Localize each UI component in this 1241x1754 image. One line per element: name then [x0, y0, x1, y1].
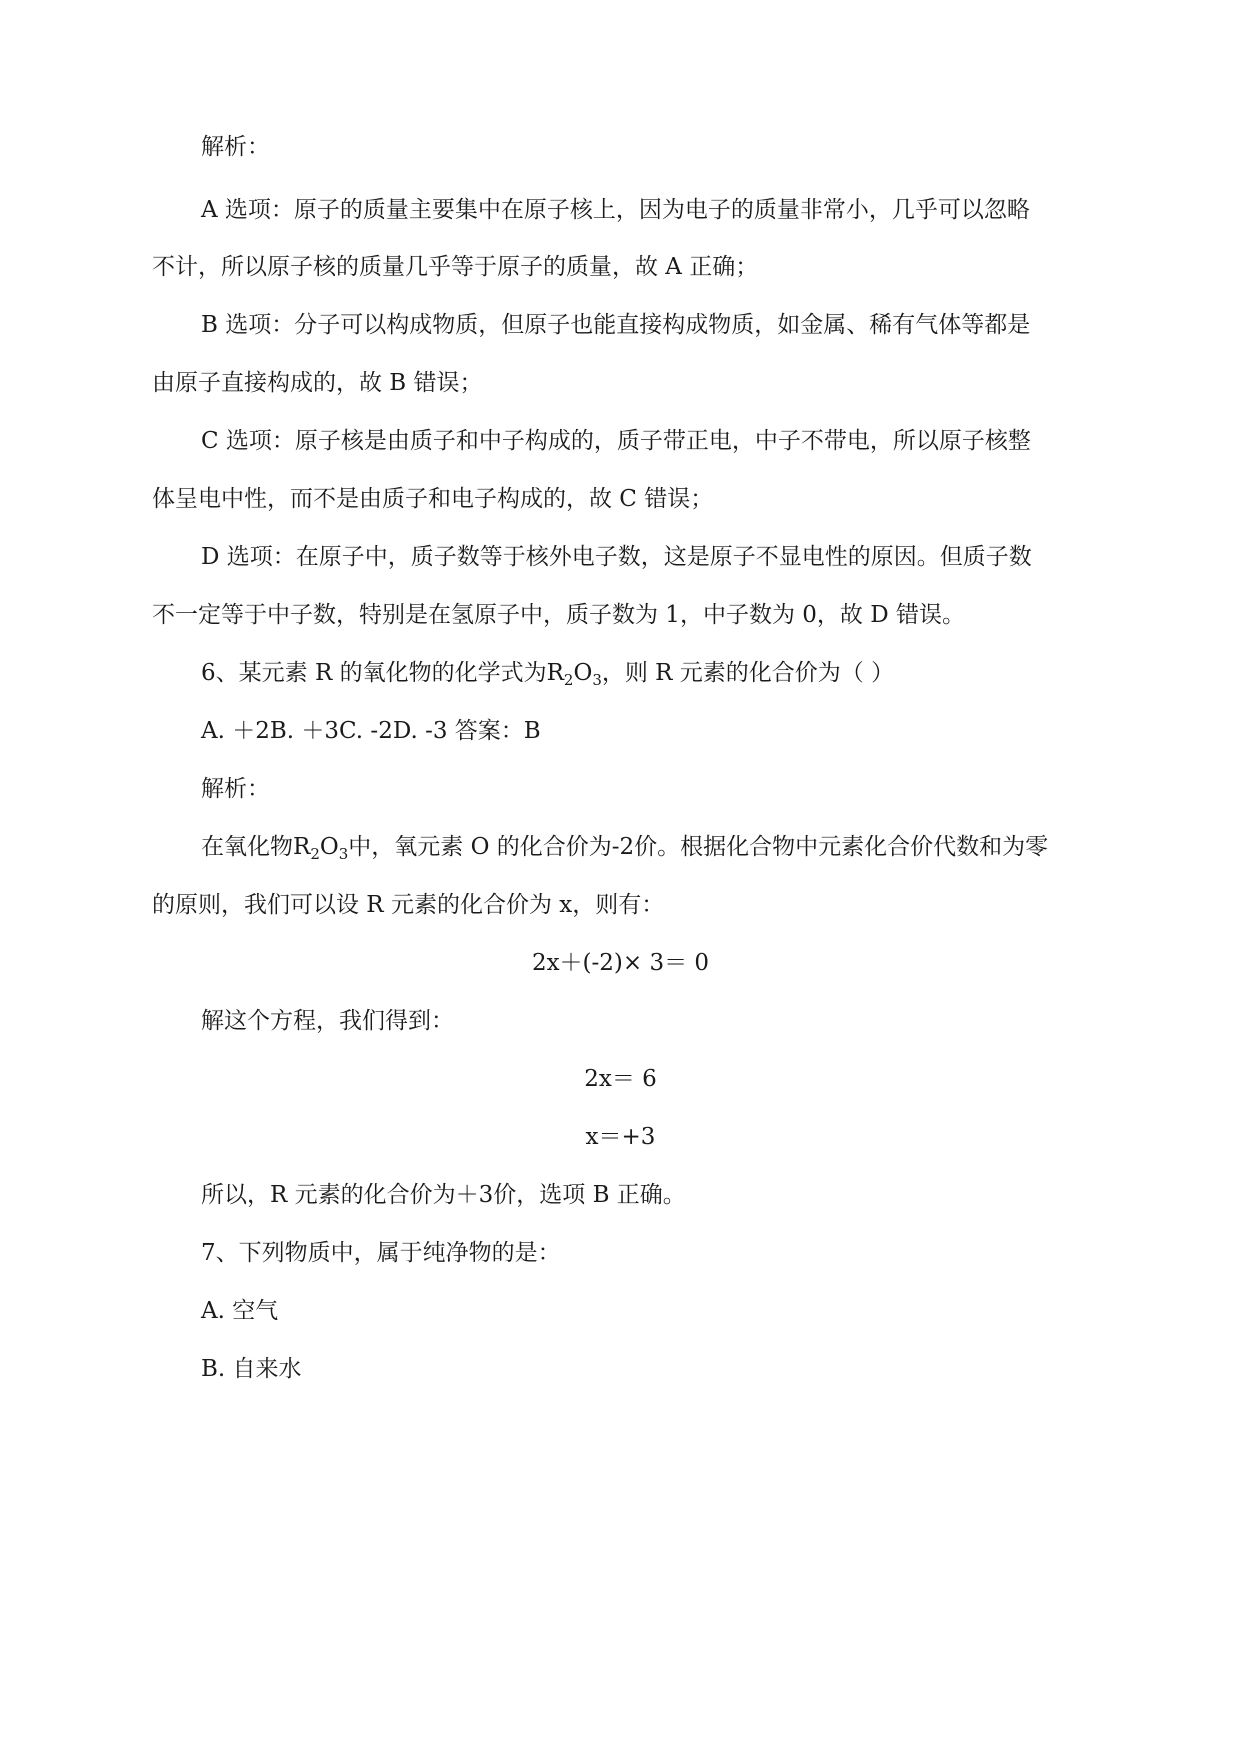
option-b-analysis-line2: 由原子直接构成的，故 B 错误； — [152, 370, 483, 396]
question-6-stem-before: 6、某元素 R 的氧化物的化学式为 — [201, 660, 547, 686]
question-7-option-b: B. 自来水 — [201, 1356, 302, 1382]
equation-1: 2x＋(-2)× 3＝ 0 — [531, 950, 710, 976]
question-6-explanation-line1: 在氧化物$R_2O_3$中，氧元素 O 的化合价为-2价。根据化合物中元素化合价代数和为零 — [201, 834, 1049, 863]
solve-intro: 解这个方程，我们得到： — [201, 1008, 454, 1034]
option-b-analysis-line1: B 选项：分子可以构成物质，但原子也能直接构成物质，如金属、稀有气体等都是 — [201, 312, 1031, 338]
option-c-analysis-line2: 体呈电中性，而不是由质子和电子构成的，故 C 错误； — [152, 486, 714, 512]
question-7-option-a: A. 空气 — [201, 1298, 279, 1324]
question-6-explanation-line2: 的原则，我们可以设 R 元素的化合价为 x，则有： — [152, 892, 665, 918]
chemical-formula: $R_2O_3$ — [546, 660, 602, 689]
question-6-conclusion: 所以，R 元素的化合价为＋3价，选项 B 正确。 — [201, 1182, 686, 1208]
chemical-formula: $R_2O_3$ — [293, 834, 349, 863]
analysis-heading: 解析： — [201, 134, 270, 160]
option-c-analysis-line1: C 选项：原子核是由质子和中子构成的，质子带正电，中子不带电，所以原子核整 — [201, 428, 1031, 454]
question-6-options-answer: A. ＋2B. ＋3C. -2D. -3 答案：B — [201, 718, 541, 744]
equation-3: x＝+3 — [585, 1124, 656, 1150]
option-a-analysis-line2: 不计，所以原子核的质量几乎等于原子的质量，故 A 正确； — [152, 254, 759, 280]
option-d-analysis-line1: D 选项：在原子中，质子数等于核外电子数，这是原子不显电性的原因。但质子数 — [201, 544, 1032, 570]
question-6-stem — [201, 656, 894, 690]
question-6-stem-after: ，则 R 元素的化合价为（ ） — [601, 660, 895, 686]
question-7-stem: 7、下列物质中，属于纯净物的是： — [201, 1240, 561, 1266]
option-a-analysis-line1: A 选项：原子的质量主要集中在原子核上，因为电子的质量非常小，几乎可以忽略 — [201, 197, 1030, 223]
question-6-analysis-heading: 解析： — [201, 776, 270, 802]
option-d-analysis-line2: 不一定等于中子数，特别是在氢原子中，质子数为 1，中子数为 0，故 D 错误。 — [152, 602, 965, 628]
equation-2: 2x＝ 6 — [584, 1066, 657, 1092]
